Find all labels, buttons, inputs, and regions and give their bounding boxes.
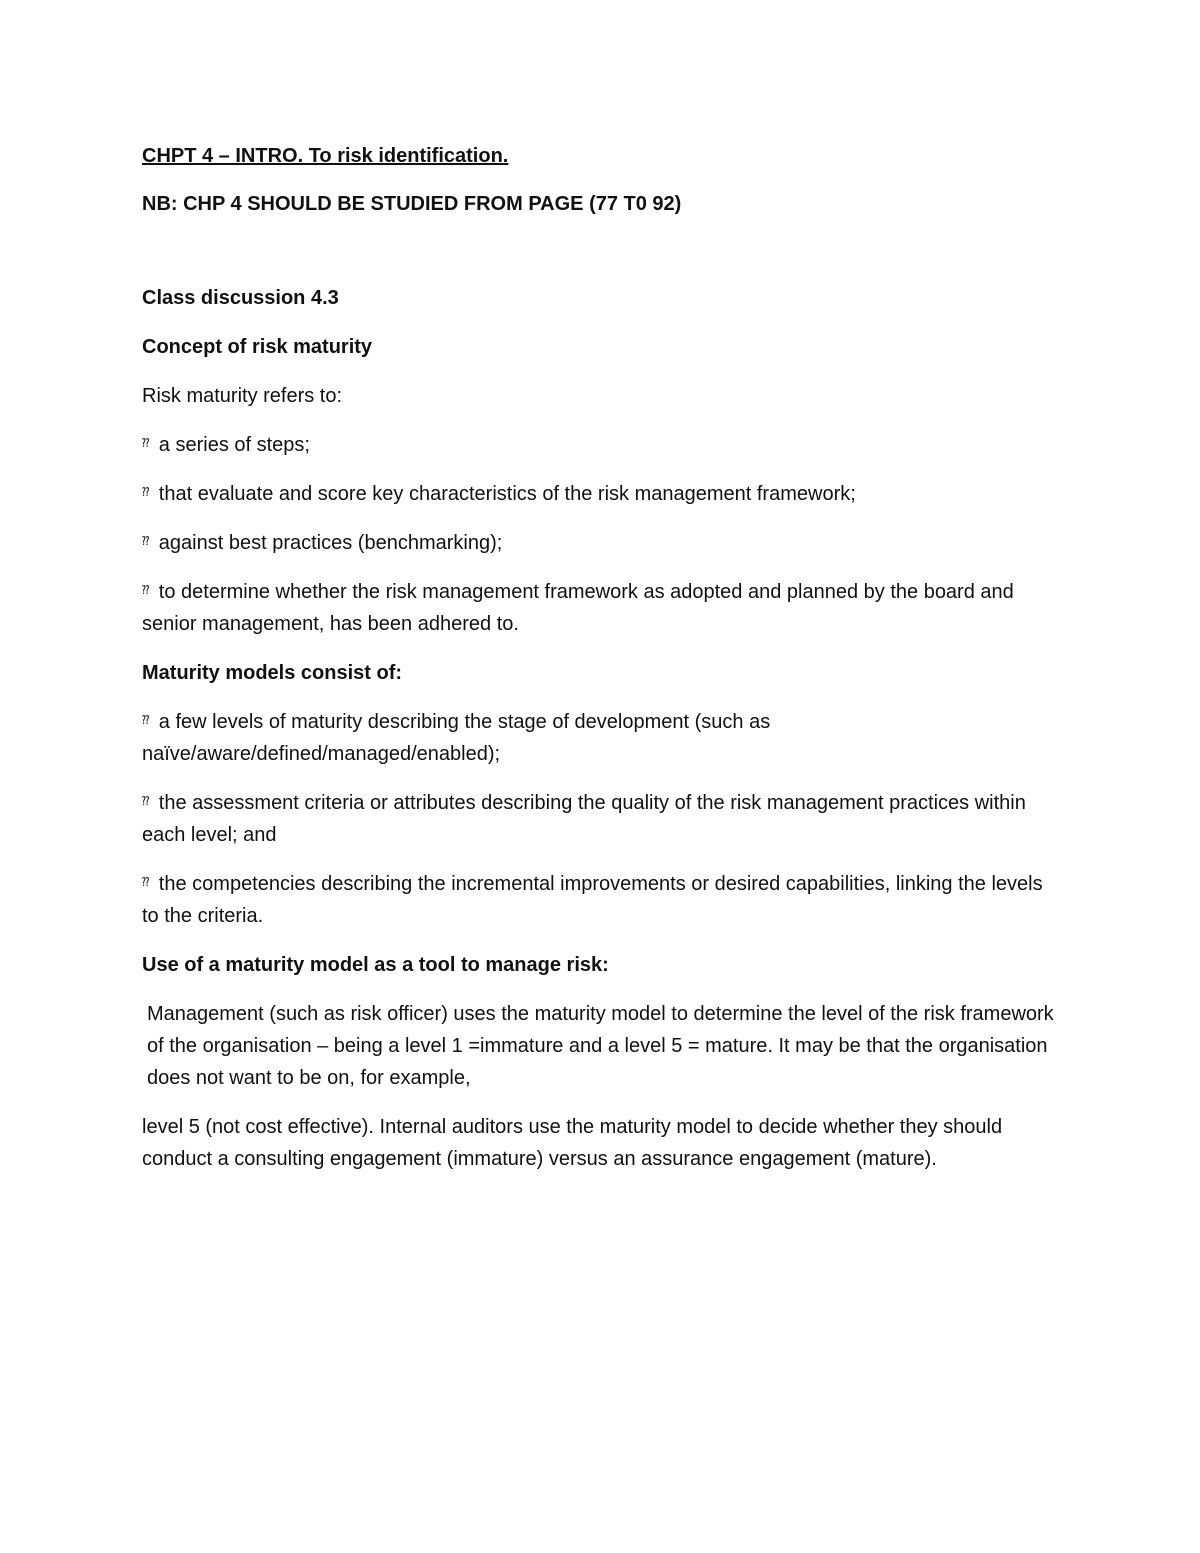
bullet-icon: ⁇	[142, 534, 150, 548]
document-body	[142, 140, 1062, 1192]
list-item	[142, 429, 1062, 461]
list-item	[142, 576, 1062, 640]
list-item	[142, 478, 1062, 510]
list-item-text: the assessment criteria or attributes describing the quality of the risk management practices within each level; and	[142, 792, 1026, 846]
list-item	[142, 527, 1062, 559]
list-item-text: against best practices (benchmarking);	[158, 532, 503, 554]
list-item	[142, 706, 1062, 770]
list-item-text: that evaluate and score key characteristics of the risk management framework;	[158, 483, 856, 505]
study-note: NB: CHP 4 SHOULD BE STUDIED FROM PAGE (77 T0 92)	[142, 193, 682, 215]
bullet-icon: ⁇	[142, 794, 150, 808]
list-item	[142, 787, 1062, 851]
bullet-icon: ⁇	[142, 485, 150, 499]
section-heading-maturity-model-tool: Use of a maturity model as a tool to manage risk:	[142, 954, 609, 976]
bullet-icon: ⁇	[142, 583, 150, 597]
chapter-title: CHPT 4 – INTRO. To risk identification.	[142, 145, 509, 167]
bullet-icon: ⁇	[142, 436, 150, 450]
list-item-text: to determine whether the risk management framework as adopted and planned by the board and senior management, has been adhered to.	[142, 581, 1014, 635]
class-discussion-label: Class discussion 4.3	[142, 287, 339, 309]
list-item-text: a series of steps;	[158, 434, 310, 456]
section-heading-maturity-models: Maturity models consist of:	[142, 662, 403, 684]
bullet-icon: ⁇	[142, 875, 150, 889]
section-heading-risk-maturity: Concept of risk maturity	[142, 336, 373, 358]
bullet-icon: ⁇	[142, 713, 150, 727]
paragraph-management-use: Management (such as risk officer) uses the maturity model to determine the level of the risk framework of the organisation – being a level 1 =immature and a level 5 = mature. It may be that the organisation does not want to be on, for example,	[147, 1003, 1054, 1089]
risk-maturity-intro: Risk maturity refers to:	[142, 385, 343, 407]
list-item-text: a few levels of maturity describing the stage of development (such as naïve/aware/defined/managed/enabled);	[142, 711, 771, 765]
list-item	[142, 868, 1062, 932]
list-item-text: the competencies describing the incremental improvements or desired capabilities, linking the levels to the criteria.	[142, 873, 1043, 927]
paragraph-internal-auditors: level 5 (not cost effective). Internal auditors use the maturity model to decide whether they should conduct a consulting engagement (immature) versus an assurance engagement (mature).	[142, 1116, 1003, 1170]
